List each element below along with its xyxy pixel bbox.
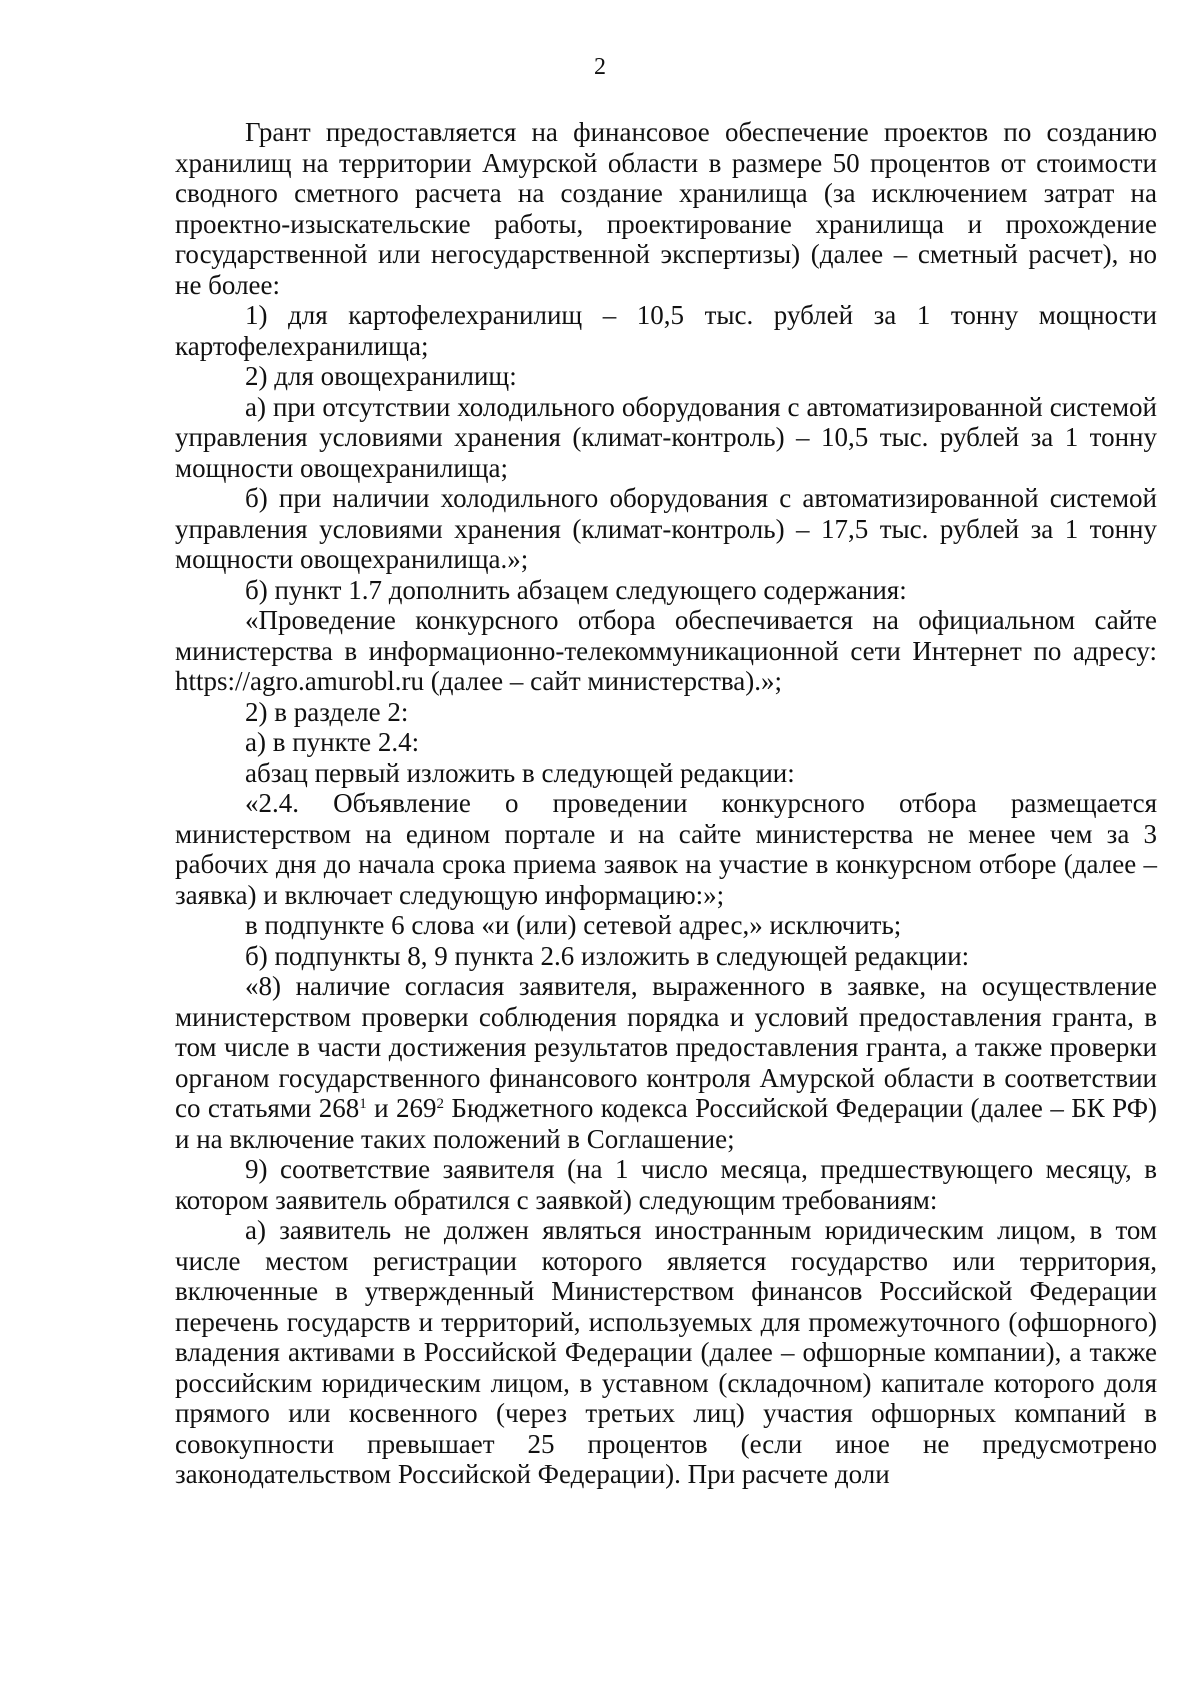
paragraph-grant-size: Грант предоставляется на финансовое обеспечение проектов по созданию хранилищ на территории Амурской области в размере 50 процентов от стоимости сводного сметного расчета на создание хранилища (за исключением затрат на проектно-изыскательские работы, проектирование хранилища и прохождение государственной или негосударственной экспертизы) (далее – сметный расчет), но не более: [175, 117, 1157, 300]
consent-text-part1: «8) наличие согласия заявителя, выраженного в заявке, на осуществление министерством проверки соблюдения порядка и условий предоставления гранта, в том числе в части достижения результатов предоставления гранта, а также проверки органом государственного финансового контроля Амурской области в соответствии со статьями 268 [175, 971, 1157, 1123]
paragraph-announcement: «2.4. Объявление о проведении конкурсного отбора размещается министерством на едином портале и на сайте министерства не менее чем за 3 рабочих дня до начала срока приема заявок на участие в конкурсном отборе (далее – заявка) и включает следующую информацию:»; [175, 788, 1157, 910]
document-body [175, 117, 1157, 1490]
paragraph-item-1-7: б) пункт 1.7 дополнить абзацем следующего содержания: [245, 574, 907, 605]
page-number: 2 [594, 54, 606, 80]
superscript-2: 2 [436, 1096, 445, 1112]
paragraph-subitem-6: в подпункте 6 слова «и (или) сетевой адрес,» исключить; [245, 910, 902, 940]
paragraph-without-cooling: а) при отсутствии холодильного оборудования с автоматизированной системой управления условиями хранения (климат-контроль) – 10,5 тыс. рублей за 1 тонну мощности овощехранилища; [175, 391, 1157, 483]
paragraph-vegetable-storage: 2) для овощехранилищ: [245, 361, 517, 391]
superscript-1: 1 [359, 1096, 367, 1112]
consent-text-part2: и 269 [366, 1093, 437, 1123]
paragraph-first-abzac: абзац первый изложить в следующей редакции: [245, 757, 795, 788]
paragraph-subitems-8-9: б) подпункты 8, 9 пункта 2.6 изложить в следующей редакции: [245, 940, 970, 971]
paragraph-consent [175, 971, 1157, 1154]
paragraph-with-cooling: б) при наличии холодильного оборудования с автоматизированной системой управления условиями хранения (климат-контроль) – 17,5 тыс. рублей за 1 тонну мощности овощехранилища.»; [175, 483, 1157, 574]
paragraph-offshore: а) заявитель не должен являться иностранным юридическим лицом, в том числе местом регистрации которого является государство или территория, включенные в утвержденный Министерством финансов Российской Федерации перечень государств и территорий, используемых для промежуточного (офшорного) владения активами в Российской Федерации (далее – офшорные компании), а также российским юридическим лицом, в уставном (складочном) капитале которого доля прямого или косвенного (через третьих лиц) участия офшорных компаний в совокупности превышает 25 процентов (если иное не предусмотрено законодательством Российской Федерации). При расчете доли [175, 1215, 1157, 1489]
paragraph-requirements: 9) соответствие заявителя (на 1 число месяца, предшествующего месяцу, в котором заявитель обратился с заявкой) следующим требованиям: [175, 1154, 1157, 1215]
paragraph-potato-storage: 1) для картофелехранилищ – 10,5 тыс. рублей за 1 тонну мощности картофелехранилища; [175, 300, 1157, 361]
paragraph-item-2-4: а) в пункте 2.4: [245, 727, 420, 757]
consent-text-part3: Бюджетного кодекса Российской Федерации (далее – БК РФ) и на включение таких положений в Соглашение; [175, 1093, 1158, 1154]
paragraph-section-2: 2) в разделе 2: [245, 696, 409, 727]
paragraph-official-site: «Проведение конкурсного отбора обеспечивается на официальном сайте министерства в информационно-телекоммуникационной сети Интернет по адресу: https://agro.amurobl.ru (далее – сайт министерства).»; [175, 605, 1157, 696]
